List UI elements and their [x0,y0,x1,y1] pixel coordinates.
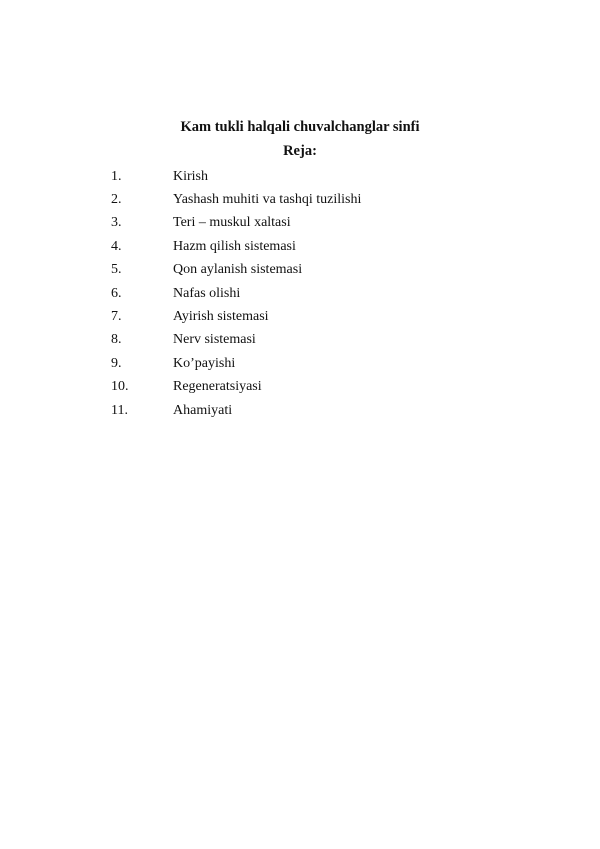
list-item-text: Regeneratsiyasi [173,379,262,395]
list-item-number: 10. [111,379,129,395]
list-item-number: 3. [111,215,122,231]
list-item [111,165,531,188]
list-item [111,305,531,328]
document-title: Kam tukli halqali chuvalchanglar sinfi [180,119,420,135]
list-item [111,235,531,258]
list-item-number: 5. [111,262,122,278]
list-item-text: Kirish [173,168,208,184]
plan-list [111,165,531,422]
list-item [111,352,531,375]
list-item-text: Ahamiyati [173,402,233,418]
list-item [111,212,531,235]
list-item-text: Teri – muskul xaltasi [173,215,291,231]
list-item-text: Hazm qilish sistemasi [173,238,296,254]
list-item-number: 6. [111,285,122,301]
list-item [111,329,531,352]
plan-heading: Reja: [283,143,317,159]
list-item-number: 1. [111,168,122,184]
list-item-text: Ayirish sistemasi [173,309,269,325]
list-item-number: 2. [111,192,122,208]
list-item-number: 4. [111,238,122,254]
list-item [111,282,531,305]
list-item-text: Nafas olishi [173,285,241,301]
list-item [111,259,531,282]
list-item [111,376,531,399]
list-item-number: 9. [111,355,122,371]
list-item [111,188,531,211]
list-item [111,399,531,422]
list-item-text: Qon aylanish sistemasi [173,262,303,278]
list-item-number: 11. [111,402,128,418]
list-item-number: 7. [111,309,122,325]
list-item-text: Ko’payishi [173,355,236,371]
list-item-text: Yashash muhiti va tashqi tuzilishi [173,192,362,208]
list-item-number: 8. [111,332,122,348]
list-item-text: Nerv sistemasi [173,332,256,348]
